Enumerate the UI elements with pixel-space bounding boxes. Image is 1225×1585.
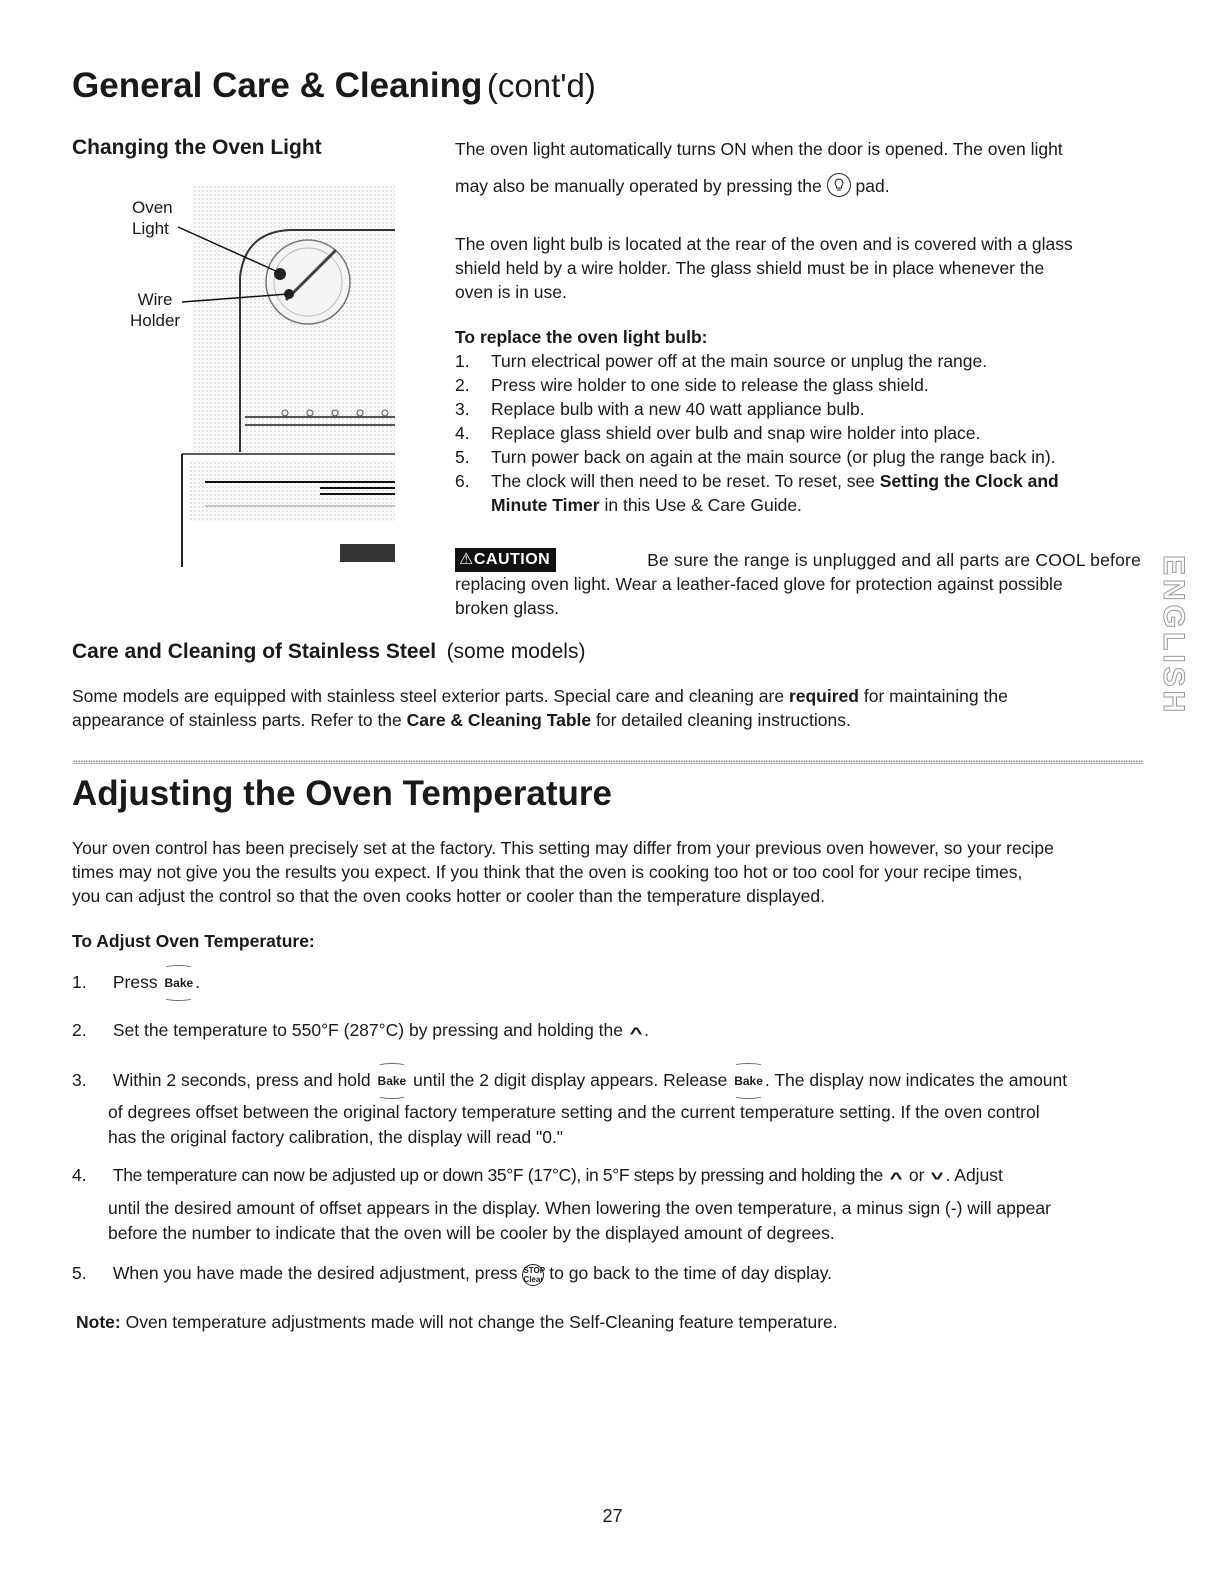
figure-label-wire-holder: Wire Holder: [130, 290, 181, 330]
caution-notice: ⚠CAUTION Be sure the range is unplugged and all parts are COOL before replacing oven light. Wear a leather-faced glove for protection against possible broken glass.: [455, 550, 1141, 618]
adjust-title: Adjusting the Oven Temperature: [72, 774, 612, 813]
oven-light-heading: Changing the Oven Light: [72, 136, 322, 159]
up-arrow-icon: ˄: [889, 1168, 903, 1184]
list-item: 4. The temperature can now be adjusted up or down 35°F (17°C), in 5°F steps by pressing and holding the ˄ or ˅. Adjust: [72, 1163, 1003, 1188]
list-item: 6. The clock will then need to be reset. To reset, see Setting the Clock and Minute Timer in this Use & Care Guide.: [455, 471, 1059, 515]
page-number: 27: [602, 1506, 623, 1526]
note: Note: Oven temperature adjustments made will not change the Self-Cleaning feature temperature.: [76, 1312, 838, 1332]
down-arrow-icon: ˅: [930, 1168, 944, 1184]
list-item: 2. Set the temperature to 550°F (287°C) by pressing and holding the ˄.: [72, 1018, 649, 1043]
figure-label-oven-light: Oven Light: [132, 198, 173, 238]
up-arrow-icon: ˄: [629, 1023, 643, 1039]
language-tab: ENGLISH: [1157, 555, 1190, 717]
stainless-text: Some models are equipped with stainless steel exterior parts. Special care and cleaning are required for maintaining the appearance of stainless parts. Refer to the Care & Cleaning Table for detailed cleaning instructions.: [72, 686, 1008, 730]
warning-icon: ⚠: [459, 551, 474, 568]
replace-bulb-heading: To replace the oven light bulb:: [455, 327, 708, 347]
page-title: General Care & Cleaning (cont'd): [72, 66, 596, 105]
list-item: 1. Press Bake .: [72, 970, 200, 995]
section-divider: [73, 760, 1143, 764]
list-item: 3. Within 2 seconds, press and hold Bake until the 2 digit display appears. Release Bake . The display now indicates the amount: [72, 1068, 1067, 1093]
light-bulb-icon: [827, 173, 851, 197]
list-item-continuation: has the original factory calibration, the display will read "0.": [108, 1127, 564, 1147]
oven-light-figure: [110, 182, 400, 567]
bake-key-icon: Bake: [376, 1069, 409, 1093]
bake-key-icon: Bake: [162, 971, 195, 995]
list-item-continuation: of degrees offset between the original factory temperature setting and the current temperature setting. If the oven control: [108, 1102, 1040, 1122]
oven-light-intro: The oven light automatically turns ON when the door is opened. The oven light may also be manually operated by pressing the pad.: [455, 139, 1063, 196]
bake-key-icon: Bake: [732, 1069, 765, 1093]
stop-clear-key-icon: STOP Clear: [523, 1266, 546, 1284]
list-item: 5. When you have made the desired adjustment, press STOP Clear to go back to the time of day display.: [72, 1263, 833, 1284]
oven-interior-illustration: [110, 182, 400, 567]
oven-light-description: The oven light bulb is located at the rear of the oven and is covered with a glass shield held by a wire holder. The glass shield must be in place whenever the oven is in use.: [455, 234, 1073, 302]
adjust-subheading: To Adjust Oven Temperature:: [72, 931, 315, 951]
stainless-heading: Care and Cleaning of Stainless Steel (some models): [72, 640, 586, 663]
adjust-intro: Your oven control has been precisely set at the factory. This setting may differ from your previous oven however, so your recipe times may not give you the results you expect. If you think that the oven is cooking too hot or too cool for your recipe times, you can adjust the control so that the oven cooks hotter or cooler than the temperature displayed.: [72, 838, 1054, 906]
caution-badge: ⚠CAUTION: [455, 548, 556, 572]
list-item-continuation: until the desired amount of offset appears in the display. When lowering the oven temperature, a minus sign (-) will appear: [108, 1198, 1051, 1218]
list-item-continuation: before the number to indicate that the oven will be cooler by the displayed amount of degrees.: [108, 1223, 835, 1243]
